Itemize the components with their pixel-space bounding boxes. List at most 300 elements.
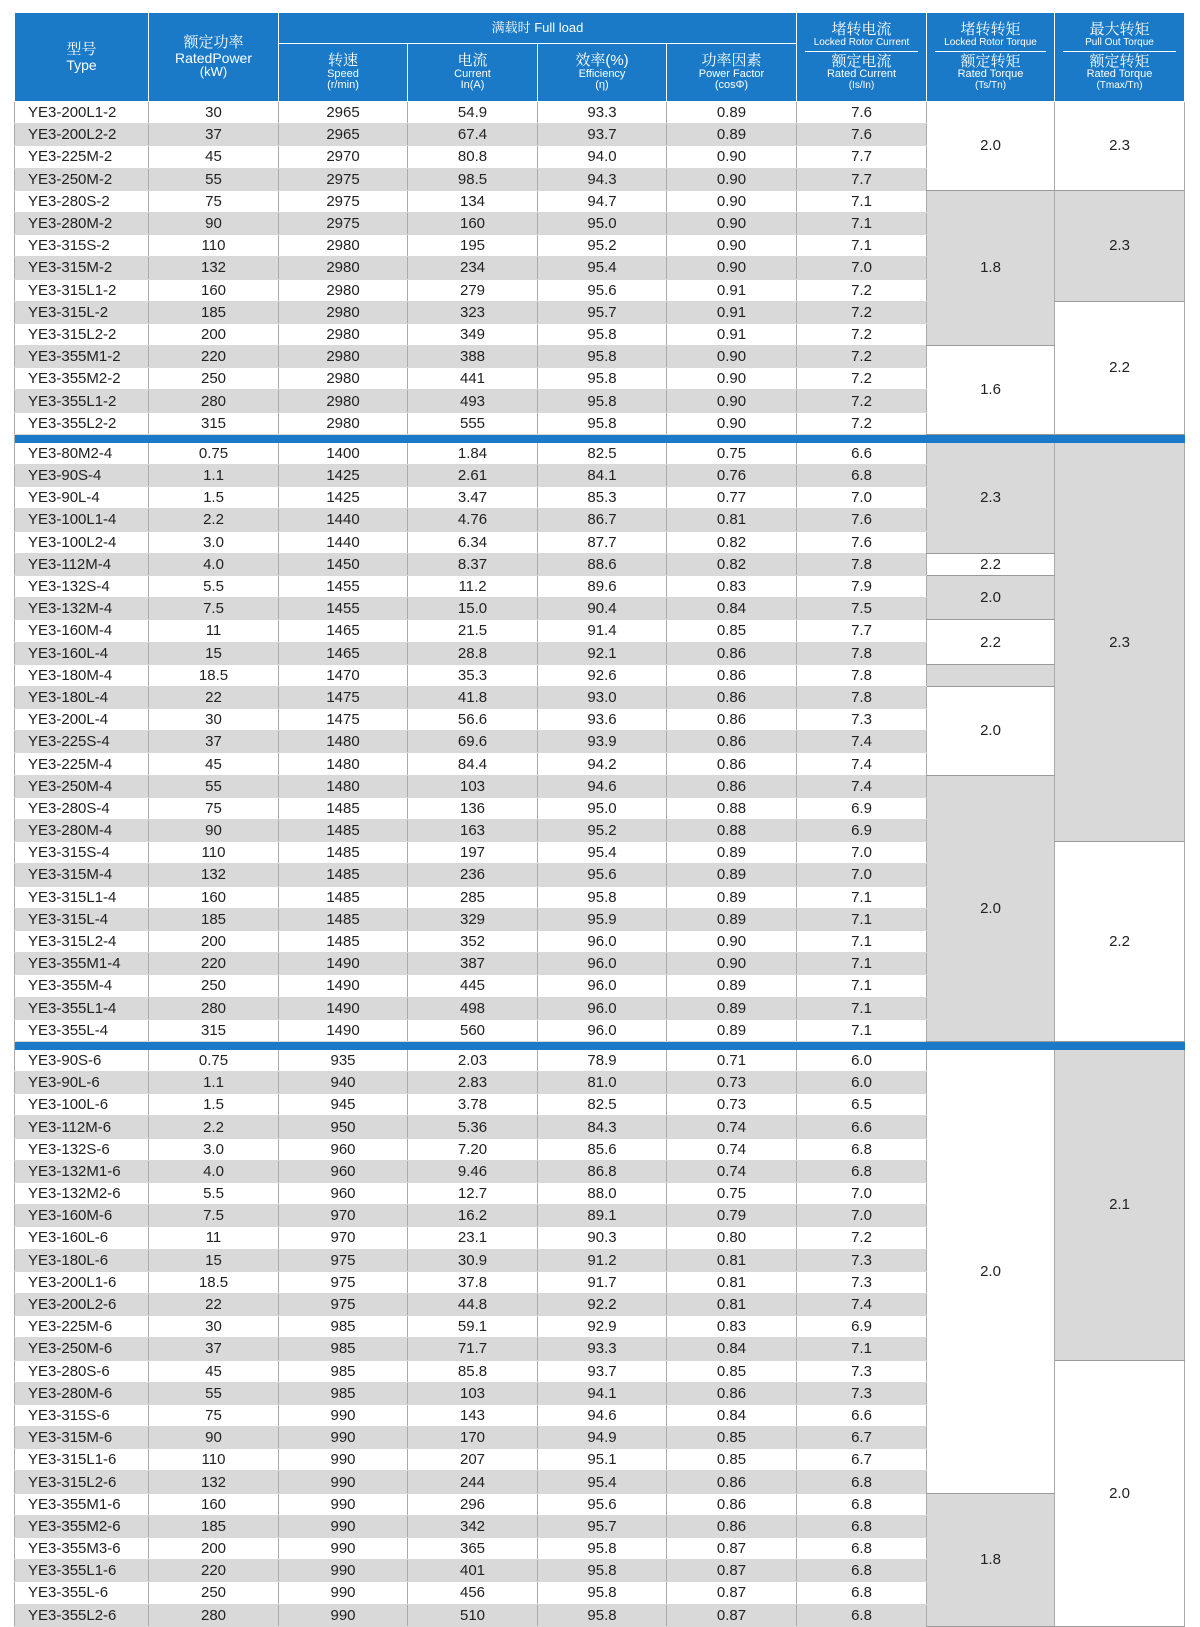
- cell-speed: 990: [279, 1538, 408, 1560]
- cell-power-factor: 0.86: [667, 731, 797, 753]
- cell-type: YE3-160L-6: [15, 1227, 149, 1249]
- cell-speed: 985: [279, 1316, 408, 1338]
- cell-type: YE3-315S-2: [15, 235, 149, 257]
- cell-power-factor: 0.85: [667, 1449, 797, 1471]
- cell-current: 35.3: [408, 664, 538, 686]
- table-row: [15, 775, 1185, 797]
- cell-power: 45: [149, 146, 279, 168]
- cell-speed: 1425: [279, 487, 408, 509]
- cell-locked-current: 7.0: [797, 257, 927, 279]
- cell-locked-current: 7.2: [797, 323, 927, 345]
- cell-current: 56.6: [408, 709, 538, 731]
- cell-power: 22: [149, 686, 279, 708]
- cell-current: 456: [408, 1582, 538, 1604]
- cell-power-factor: 0.81: [667, 509, 797, 531]
- cell-current: 207: [408, 1449, 538, 1471]
- cell-locked-current: 7.1: [797, 886, 927, 908]
- table-row: [15, 664, 1185, 686]
- cell-efficiency: 92.6: [538, 664, 667, 686]
- cell-current: 41.8: [408, 686, 538, 708]
- cell-locked-current: 6.6: [797, 1404, 927, 1426]
- cell-type: YE3-280S-2: [15, 190, 149, 212]
- cell-locked-current: 7.4: [797, 775, 927, 797]
- cell-power-factor: 0.86: [667, 753, 797, 775]
- cell-locked-current: 7.6: [797, 124, 927, 146]
- cell-type: YE3-200L2-2: [15, 124, 149, 146]
- table-row: [15, 443, 1185, 465]
- cell-locked-current: 6.9: [797, 1316, 927, 1338]
- cell-speed: 990: [279, 1582, 408, 1604]
- header-locked-rotor-current: 堵转电流 Locked Rotor Current 额定电流 Rated Current (Is/In): [797, 13, 927, 102]
- cell-type: YE3-280M-2: [15, 212, 149, 234]
- cell-current: 2.03: [408, 1050, 538, 1072]
- cell-power: 280: [149, 1604, 279, 1626]
- cell-speed: 2980: [279, 279, 408, 301]
- cell-locked-current: 7.6: [797, 102, 927, 124]
- cell-power: 7.5: [149, 598, 279, 620]
- cell-power-factor: 0.86: [667, 664, 797, 686]
- cell-power: 5.5: [149, 1183, 279, 1205]
- cell-speed: 940: [279, 1072, 408, 1094]
- cell-type: YE3-280S-4: [15, 797, 149, 819]
- cell-power: 30: [149, 1316, 279, 1338]
- cell-efficiency: 95.2: [538, 820, 667, 842]
- cell-power-factor: 0.89: [667, 124, 797, 146]
- header-efficiency: 效率(%) Efficiency (η): [538, 44, 667, 102]
- cell-speed: 990: [279, 1449, 408, 1471]
- cell-power-factor: 0.90: [667, 235, 797, 257]
- cell-efficiency: 96.0: [538, 930, 667, 952]
- table-row: [15, 575, 1185, 597]
- cell-power-factor: 0.86: [667, 1471, 797, 1493]
- cell-current: 329: [408, 908, 538, 930]
- cell-power-factor: 0.85: [667, 1360, 797, 1382]
- cell-efficiency: 84.3: [538, 1116, 667, 1138]
- cell-efficiency: 81.0: [538, 1072, 667, 1094]
- cell-locked-current: 6.9: [797, 820, 927, 842]
- cell-speed: 1465: [279, 620, 408, 642]
- cell-power-factor: 0.82: [667, 553, 797, 575]
- cell-locked-current: 6.7: [797, 1427, 927, 1449]
- cell-current: 12.7: [408, 1183, 538, 1205]
- cell-locked-current: 7.2: [797, 301, 927, 323]
- cell-current: 4.76: [408, 509, 538, 531]
- cell-power: 0.75: [149, 1050, 279, 1072]
- cell-type: YE3-80M2-4: [15, 443, 149, 465]
- cell-efficiency: 89.1: [538, 1205, 667, 1227]
- table-row: [15, 620, 1185, 642]
- cell-speed: 960: [279, 1183, 408, 1205]
- cell-current: 170: [408, 1427, 538, 1449]
- cell-speed: 2980: [279, 301, 408, 323]
- cell-current: 11.2: [408, 575, 538, 597]
- cell-type: YE3-160M-4: [15, 620, 149, 642]
- cell-power-factor: 0.86: [667, 709, 797, 731]
- cell-locked-current: 7.8: [797, 664, 927, 686]
- cell-efficiency: 94.9: [538, 1427, 667, 1449]
- cell-current: 349: [408, 323, 538, 345]
- cell-power-factor: 0.85: [667, 620, 797, 642]
- cell-locked-current: 6.8: [797, 1604, 927, 1626]
- cell-efficiency: 95.8: [538, 1538, 667, 1560]
- cell-power-factor: 0.71: [667, 1050, 797, 1072]
- cell-type: YE3-315L2-4: [15, 930, 149, 952]
- cell-locked-current: 7.1: [797, 1338, 927, 1360]
- cell-locked-torque: 2.2: [927, 620, 1055, 664]
- cell-power: 2.2: [149, 1116, 279, 1138]
- cell-type: YE3-250M-6: [15, 1338, 149, 1360]
- cell-power-factor: 0.87: [667, 1582, 797, 1604]
- cell-power: 250: [149, 1582, 279, 1604]
- cell-power: 132: [149, 257, 279, 279]
- cell-type: YE3-315M-4: [15, 864, 149, 886]
- cell-power: 30: [149, 102, 279, 124]
- cell-locked-torque: [927, 664, 1055, 686]
- cell-speed: 1485: [279, 886, 408, 908]
- cell-type: YE3-355L2-6: [15, 1604, 149, 1626]
- cell-current: 54.9: [408, 102, 538, 124]
- cell-locked-current: 7.1: [797, 975, 927, 997]
- cell-power-factor: 0.90: [667, 212, 797, 234]
- cell-power: 90: [149, 212, 279, 234]
- cell-current: 296: [408, 1493, 538, 1515]
- cell-power: 75: [149, 1404, 279, 1426]
- cell-locked-current: 7.1: [797, 235, 927, 257]
- cell-power-factor: 0.79: [667, 1205, 797, 1227]
- cell-pull-out-torque: 2.2: [1055, 301, 1185, 434]
- cell-power-factor: 0.89: [667, 886, 797, 908]
- cell-power: 132: [149, 1471, 279, 1493]
- cell-locked-torque: 2.0: [927, 1050, 1055, 1493]
- cell-power-factor: 0.75: [667, 443, 797, 465]
- cell-locked-torque: 2.0: [927, 102, 1055, 191]
- cell-type: YE3-315L2-2: [15, 323, 149, 345]
- cell-locked-current: 7.1: [797, 953, 927, 975]
- cell-locked-current: 6.6: [797, 1116, 927, 1138]
- cell-efficiency: 93.3: [538, 102, 667, 124]
- cell-power: 160: [149, 1493, 279, 1515]
- cell-locked-current: 7.3: [797, 1249, 927, 1271]
- cell-efficiency: 85.6: [538, 1138, 667, 1160]
- cell-power: 7.5: [149, 1205, 279, 1227]
- cell-locked-current: 7.3: [797, 1360, 927, 1382]
- cell-type: YE3-200L-4: [15, 709, 149, 731]
- cell-efficiency: 95.8: [538, 1560, 667, 1582]
- cell-power: 22: [149, 1293, 279, 1315]
- table-row: [15, 553, 1185, 575]
- cell-speed: 1455: [279, 575, 408, 597]
- cell-efficiency: 96.0: [538, 953, 667, 975]
- cell-locked-current: 6.8: [797, 1538, 927, 1560]
- cell-power: 90: [149, 820, 279, 842]
- cell-power-factor: 0.91: [667, 279, 797, 301]
- cell-efficiency: 96.0: [538, 975, 667, 997]
- cell-locked-current: 7.6: [797, 509, 927, 531]
- cell-speed: 2980: [279, 323, 408, 345]
- cell-current: 560: [408, 1019, 538, 1041]
- cell-power: 185: [149, 1515, 279, 1537]
- cell-efficiency: 95.1: [538, 1449, 667, 1471]
- cell-efficiency: 95.8: [538, 390, 667, 412]
- cell-current: 234: [408, 257, 538, 279]
- cell-power-factor: 0.81: [667, 1293, 797, 1315]
- cell-speed: 985: [279, 1338, 408, 1360]
- cell-efficiency: 95.8: [538, 368, 667, 390]
- cell-current: 441: [408, 368, 538, 390]
- header-full-load: 满载时 Full load: [279, 13, 797, 44]
- header-current: 电流 Current In(A): [408, 44, 538, 102]
- cell-locked-current: 6.8: [797, 1471, 927, 1493]
- cell-locked-current: 7.2: [797, 1227, 927, 1249]
- cell-speed: 1440: [279, 531, 408, 553]
- cell-speed: 2975: [279, 212, 408, 234]
- cell-power-factor: 0.88: [667, 797, 797, 819]
- cell-type: YE3-315S-4: [15, 842, 149, 864]
- cell-efficiency: 95.8: [538, 1582, 667, 1604]
- cell-power-factor: 0.87: [667, 1560, 797, 1582]
- cell-power: 132: [149, 864, 279, 886]
- cell-speed: 1490: [279, 997, 408, 1019]
- cell-current: 7.20: [408, 1138, 538, 1160]
- cell-power: 5.5: [149, 575, 279, 597]
- cell-power-factor: 0.75: [667, 1183, 797, 1205]
- cell-type: YE3-180L-6: [15, 1249, 149, 1271]
- cell-power-factor: 0.86: [667, 642, 797, 664]
- cell-pull-out-torque: 2.1: [1055, 1050, 1185, 1360]
- cell-power-factor: 0.84: [667, 1338, 797, 1360]
- cell-power-factor: 0.83: [667, 1316, 797, 1338]
- cell-current: 555: [408, 412, 538, 434]
- cell-locked-current: 7.1: [797, 908, 927, 930]
- cell-type: YE3-355L1-4: [15, 997, 149, 1019]
- cell-locked-current: 6.0: [797, 1072, 927, 1094]
- cell-current: 163: [408, 820, 538, 842]
- cell-efficiency: 94.1: [538, 1382, 667, 1404]
- cell-power-factor: 0.90: [667, 346, 797, 368]
- cell-locked-current: 6.6: [797, 443, 927, 465]
- cell-type: YE3-280S-6: [15, 1360, 149, 1382]
- cell-type: YE3-355L1-6: [15, 1560, 149, 1582]
- cell-current: 143: [408, 1404, 538, 1426]
- cell-speed: 1485: [279, 908, 408, 930]
- cell-type: YE3-160M-6: [15, 1205, 149, 1227]
- cell-current: 134: [408, 190, 538, 212]
- cell-locked-current: 6.9: [797, 797, 927, 819]
- cell-current: 44.8: [408, 1293, 538, 1315]
- cell-locked-current: 6.8: [797, 1582, 927, 1604]
- cell-type: YE3-100L1-4: [15, 509, 149, 531]
- cell-power-factor: 0.77: [667, 487, 797, 509]
- cell-type: YE3-315L1-2: [15, 279, 149, 301]
- group-separator: [15, 434, 1185, 443]
- cell-type: YE3-132M1-6: [15, 1160, 149, 1182]
- cell-type: YE3-355L1-2: [15, 390, 149, 412]
- cell-efficiency: 88.6: [538, 553, 667, 575]
- cell-power-factor: 0.81: [667, 1249, 797, 1271]
- cell-speed: 1485: [279, 820, 408, 842]
- cell-current: 6.34: [408, 531, 538, 553]
- cell-efficiency: 95.8: [538, 1604, 667, 1626]
- cell-efficiency: 95.6: [538, 1493, 667, 1515]
- cell-current: 59.1: [408, 1316, 538, 1338]
- cell-power-factor: 0.91: [667, 323, 797, 345]
- cell-power: 55: [149, 168, 279, 190]
- cell-locked-current: 6.8: [797, 465, 927, 487]
- cell-power-factor: 0.82: [667, 531, 797, 553]
- cell-efficiency: 93.7: [538, 1360, 667, 1382]
- cell-power: 220: [149, 346, 279, 368]
- cell-type: YE3-112M-6: [15, 1116, 149, 1138]
- cell-speed: 1485: [279, 842, 408, 864]
- cell-speed: 1400: [279, 443, 408, 465]
- cell-type: YE3-160L-4: [15, 642, 149, 664]
- cell-type: YE3-315L1-6: [15, 1449, 149, 1471]
- cell-power: 185: [149, 908, 279, 930]
- cell-efficiency: 91.4: [538, 620, 667, 642]
- cell-power: 200: [149, 930, 279, 952]
- cell-speed: 2970: [279, 146, 408, 168]
- cell-current: 244: [408, 1471, 538, 1493]
- cell-locked-current: 6.8: [797, 1515, 927, 1537]
- group-separator: [15, 1041, 1185, 1050]
- cell-efficiency: 78.9: [538, 1050, 667, 1072]
- cell-efficiency: 82.5: [538, 1094, 667, 1116]
- cell-type: YE3-315L-4: [15, 908, 149, 930]
- cell-efficiency: 92.1: [538, 642, 667, 664]
- cell-locked-current: 7.7: [797, 146, 927, 168]
- cell-locked-torque: 2.0: [927, 686, 1055, 775]
- cell-efficiency: 90.3: [538, 1227, 667, 1249]
- cell-power: 1.5: [149, 487, 279, 509]
- cell-type: YE3-280M-6: [15, 1382, 149, 1404]
- cell-power: 15: [149, 642, 279, 664]
- cell-locked-torque: 1.8: [927, 190, 1055, 345]
- cell-power: 200: [149, 1538, 279, 1560]
- cell-type: YE3-225M-6: [15, 1316, 149, 1338]
- cell-locked-current: 7.4: [797, 1293, 927, 1315]
- cell-speed: 2980: [279, 257, 408, 279]
- cell-power-factor: 0.86: [667, 1515, 797, 1537]
- cell-pull-out-torque: 2.3: [1055, 190, 1185, 301]
- cell-speed: 1450: [279, 553, 408, 575]
- header-locked-rotor-torque: 堵转转矩 Locked Rotor Torque 额定转矩 Rated Torque (Ts/Tn): [927, 13, 1055, 102]
- cell-efficiency: 89.6: [538, 575, 667, 597]
- cell-power: 110: [149, 1449, 279, 1471]
- cell-speed: 1485: [279, 864, 408, 886]
- cell-locked-current: 7.2: [797, 346, 927, 368]
- cell-power: 220: [149, 1560, 279, 1582]
- cell-power-factor: 0.74: [667, 1116, 797, 1138]
- cell-current: 388: [408, 346, 538, 368]
- cell-current: 84.4: [408, 753, 538, 775]
- cell-speed: 990: [279, 1427, 408, 1449]
- cell-type: YE3-225M-2: [15, 146, 149, 168]
- cell-power: 4.0: [149, 553, 279, 575]
- cell-current: 160: [408, 212, 538, 234]
- cell-type: YE3-90L-6: [15, 1072, 149, 1094]
- cell-efficiency: 87.7: [538, 531, 667, 553]
- cell-locked-current: 7.1: [797, 1019, 927, 1041]
- cell-power: 15: [149, 1249, 279, 1271]
- cell-speed: 2975: [279, 168, 408, 190]
- cell-current: 21.5: [408, 620, 538, 642]
- cell-speed: 990: [279, 1604, 408, 1626]
- cell-power: 37: [149, 124, 279, 146]
- cell-speed: 950: [279, 1116, 408, 1138]
- table-row: [15, 686, 1185, 708]
- table-row: [15, 1050, 1185, 1072]
- cell-speed: 1455: [279, 598, 408, 620]
- cell-speed: 1425: [279, 465, 408, 487]
- motor-spec-table: [14, 12, 1185, 1627]
- cell-speed: 945: [279, 1094, 408, 1116]
- cell-current: 8.37: [408, 553, 538, 575]
- cell-efficiency: 95.8: [538, 886, 667, 908]
- cell-efficiency: 95.7: [538, 1515, 667, 1537]
- cell-efficiency: 94.3: [538, 168, 667, 190]
- cell-efficiency: 92.2: [538, 1293, 667, 1315]
- cell-speed: 970: [279, 1205, 408, 1227]
- cell-type: YE3-355M1-4: [15, 953, 149, 975]
- cell-type: YE3-200L1-6: [15, 1271, 149, 1293]
- header-pull-out-torque: 最大转矩 Pull Out Torque 额定转矩 Rated Torque (Tmax/Tn): [1055, 13, 1185, 102]
- cell-efficiency: 93.6: [538, 709, 667, 731]
- cell-current: 365: [408, 1538, 538, 1560]
- cell-power-factor: 0.90: [667, 953, 797, 975]
- cell-type: YE3-180L-4: [15, 686, 149, 708]
- cell-speed: 960: [279, 1138, 408, 1160]
- cell-power: 315: [149, 412, 279, 434]
- cell-speed: 990: [279, 1404, 408, 1426]
- cell-type: YE3-180M-4: [15, 664, 149, 686]
- cell-efficiency: 93.3: [538, 1338, 667, 1360]
- cell-efficiency: 95.4: [538, 1471, 667, 1493]
- cell-speed: 2965: [279, 124, 408, 146]
- table-row: [15, 346, 1185, 368]
- cell-current: 37.8: [408, 1271, 538, 1293]
- cell-current: 28.8: [408, 642, 538, 664]
- cell-locked-current: 7.2: [797, 412, 927, 434]
- cell-power: 3.0: [149, 531, 279, 553]
- cell-speed: 1480: [279, 753, 408, 775]
- cell-locked-current: 7.5: [797, 598, 927, 620]
- cell-locked-torque: 2.2: [927, 553, 1055, 575]
- cell-speed: 1470: [279, 664, 408, 686]
- cell-power-factor: 0.90: [667, 190, 797, 212]
- cell-pull-out-torque: 2.3: [1055, 443, 1185, 842]
- cell-power: 45: [149, 1360, 279, 1382]
- cell-efficiency: 94.6: [538, 1404, 667, 1426]
- cell-current: 510: [408, 1604, 538, 1626]
- cell-power-factor: 0.86: [667, 686, 797, 708]
- cell-locked-current: 6.8: [797, 1560, 927, 1582]
- cell-locked-current: 6.8: [797, 1160, 927, 1182]
- cell-power: 37: [149, 731, 279, 753]
- table-row: [15, 1493, 1185, 1515]
- header-type: 型号 Type: [15, 13, 149, 102]
- cell-power-factor: 0.86: [667, 775, 797, 797]
- cell-type: YE3-355M3-6: [15, 1538, 149, 1560]
- cell-speed: 990: [279, 1515, 408, 1537]
- cell-efficiency: 93.7: [538, 124, 667, 146]
- cell-efficiency: 95.9: [538, 908, 667, 930]
- cell-locked-current: 7.8: [797, 553, 927, 575]
- cell-type: YE3-355L-6: [15, 1582, 149, 1604]
- cell-power: 2.2: [149, 509, 279, 531]
- cell-power: 18.5: [149, 1271, 279, 1293]
- cell-power-factor: 0.89: [667, 842, 797, 864]
- cell-locked-current: 7.1: [797, 212, 927, 234]
